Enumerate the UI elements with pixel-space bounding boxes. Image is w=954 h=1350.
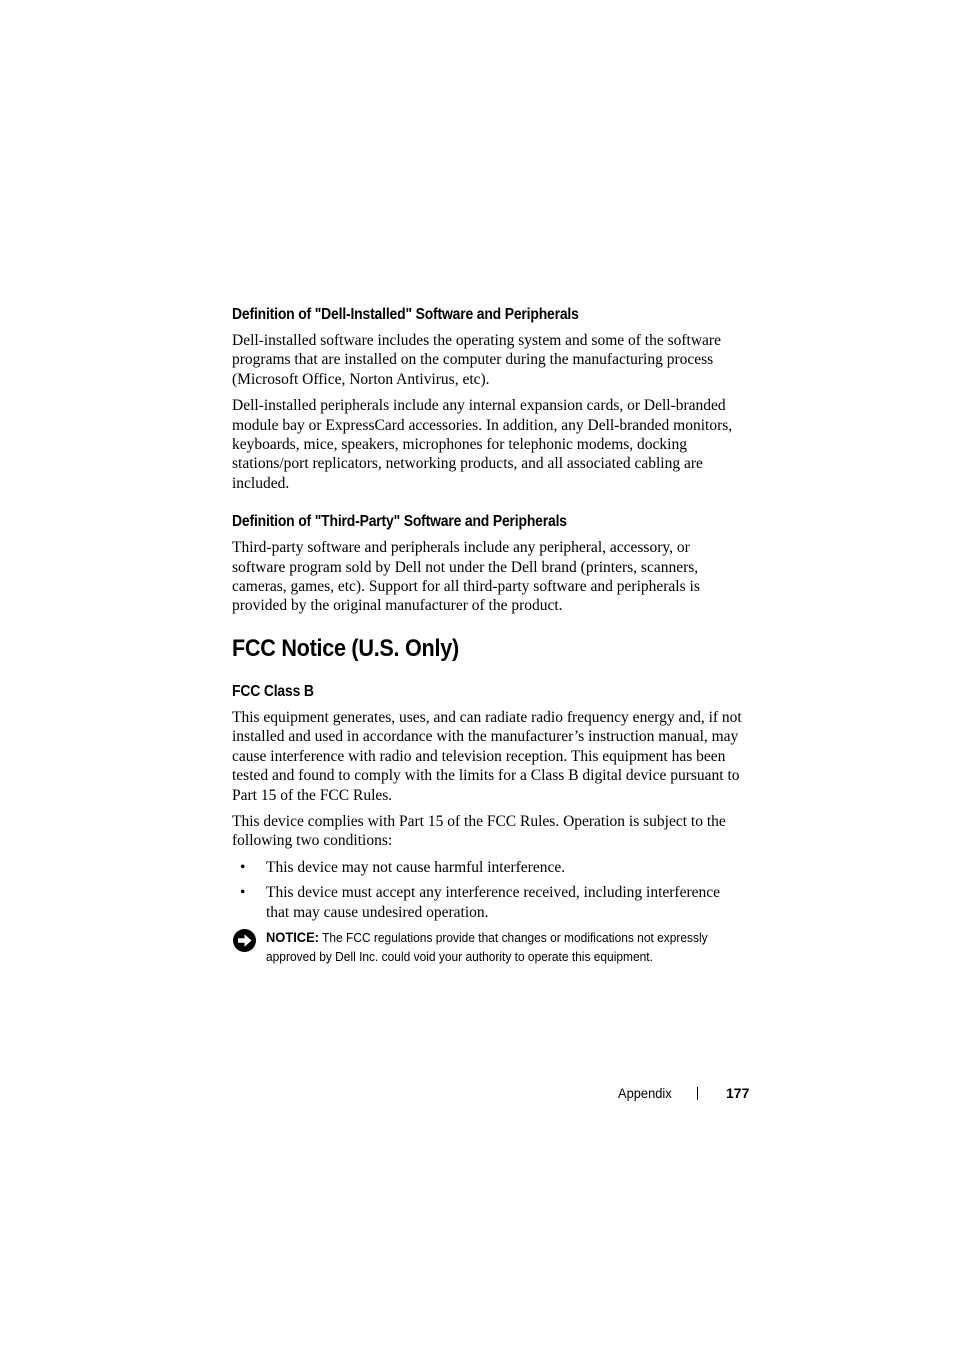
bullet-marker: • <box>240 884 246 902</box>
paragraph-fcc-compliance: This device complies with Part 15 of the FCC Rules. Operation is subject to the following two conditions: <box>232 812 726 850</box>
notice-arrow-icon <box>232 928 257 953</box>
footer-section-name: Appendix <box>618 1085 672 1101</box>
list-item <box>232 858 746 877</box>
conditions-list <box>232 858 746 922</box>
notice-box <box>232 928 746 966</box>
list-item-text: This device must accept any interference received, including interference that may cause undesired operation. <box>266 884 721 921</box>
paragraph-dell-installed-peripherals: Dell-installed peripherals include any internal expansion cards, or Dell-branded module bay or ExpressCard accessories. In addition, any Dell-branded monitors, keyboards, mice, speakers, microphones for telephonic modems, docking stations/port replicators, networking products, and all associated cabling are included. <box>232 397 733 492</box>
notice-text <box>266 928 744 966</box>
page-number: 177 <box>726 1085 750 1101</box>
list-item-text: This device may not cause harmful interference. <box>266 858 566 876</box>
heading-dell-installed: Definition of "Dell-Installed" Software and Peripherals <box>232 306 579 323</box>
heading-fcc-class-b: FCC Class B <box>232 682 314 700</box>
heading-fcc-notice: FCC Notice (U.S. Only) <box>232 634 459 662</box>
list-item <box>232 883 746 922</box>
bullet-marker: • <box>240 858 246 876</box>
notice-label: NOTICE: <box>266 928 319 945</box>
paragraph-fcc-equipment: This equipment generates, uses, and can radiate radio frequency energy and, if not installed and used in accordance with the manufacturer’s instruction manual, may cause interference with radio and television reception. This equipment has been tested and found to comply with the limits for a Class B digital device pursuant to Part 15 of the FCC Rules. <box>232 708 742 804</box>
page-content <box>232 305 746 966</box>
heading-third-party: Definition of "Third-Party" Software and Peripherals <box>232 513 567 531</box>
paragraph-third-party: Third-party software and peripherals include any peripheral, accessory, or software program sold by Dell not under the Dell brand (printers, scanners, cameras, games, etc). Support for all third-party software and peripherals is provided by the original manufacturer of the product. <box>232 539 700 615</box>
paragraph-dell-installed-software: Dell-installed software includes the operating system and some of the software programs that are installed on the computer during the manufacturing process (Microsoft Office, Norton Antivirus, etc). <box>232 332 721 388</box>
page-footer <box>618 1083 750 1103</box>
footer-separator <box>697 1087 698 1100</box>
notice-body: The FCC regulations provide that changes or modifications not expressly approved by Dell Inc. could void your authority to operate this equipment. <box>266 929 708 964</box>
